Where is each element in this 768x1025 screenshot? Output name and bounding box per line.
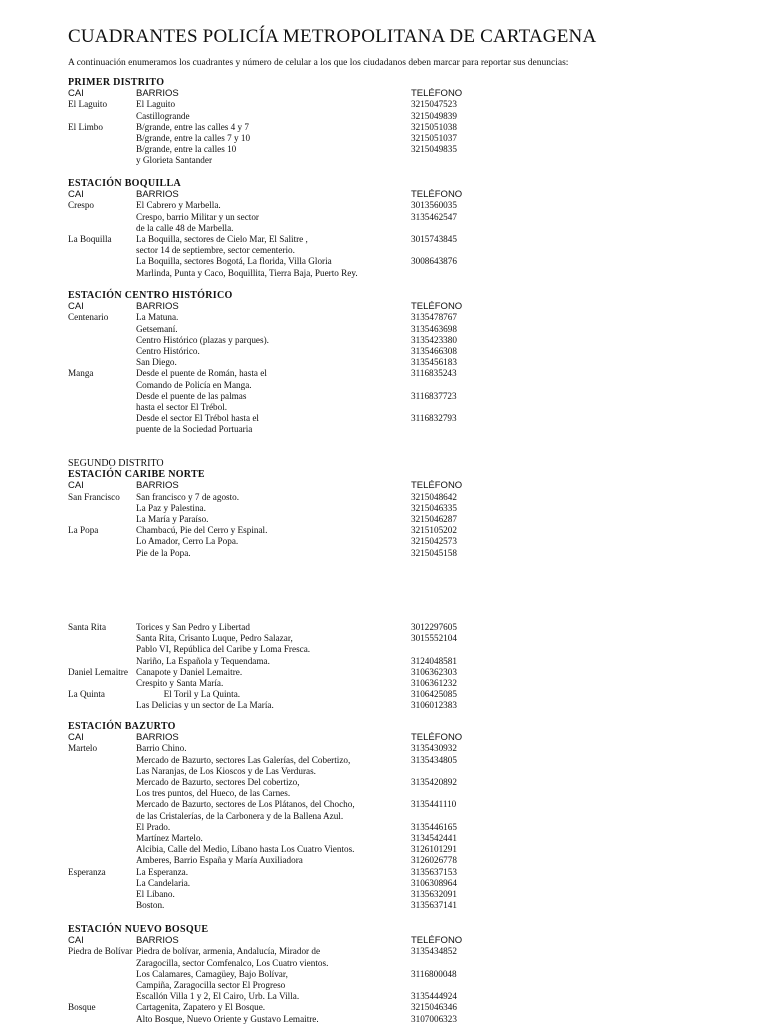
cai-cell — [68, 380, 136, 391]
table-row — [68, 111, 498, 122]
table-row — [68, 844, 498, 855]
barrio-cell: Los tres puntos, del Hueco, de las Carnes. — [136, 788, 291, 799]
barrio-cell: La Boquilla, sectores Bogotá, La florida, Villa Gloria — [136, 256, 332, 267]
telefono-cell: 3116800048 — [411, 968, 457, 979]
telefono-cell — [411, 644, 471, 655]
telefono-cell: 3106361232 — [411, 678, 457, 689]
table-row — [68, 811, 498, 822]
table-row — [68, 958, 498, 969]
barrio-cell: Piedra de bolívar, armenia, Andalucía, Mirador de — [136, 946, 321, 957]
telefono-cell: 3135420892 — [411, 777, 457, 788]
cai-cell — [68, 889, 136, 900]
barrio-cell: Lo Amador, Cerro La Popa. — [136, 536, 239, 547]
cai-cell — [68, 111, 136, 122]
table-row — [68, 822, 498, 833]
cai-cell — [68, 335, 136, 346]
telefono-cell — [411, 402, 471, 413]
table-row — [68, 900, 498, 911]
barrio-cell: La Paz y Palestina. — [136, 502, 206, 513]
barrio-cell: Martínez Martelo. — [136, 833, 203, 844]
telefono-cell — [411, 268, 471, 279]
table-row — [68, 380, 498, 391]
telefono-cell: 3107006323 — [411, 1013, 457, 1024]
barrio-cell: La Matuna. — [136, 312, 179, 323]
barrio-cell: B/grande, entre las calles 4 y 7 — [136, 121, 250, 132]
telefono-cell: 3135444924 — [411, 991, 457, 1002]
table-row — [68, 799, 498, 810]
telefono-cell — [411, 788, 471, 799]
barrio-cell: La Boquilla, sectores de Cielo Mar, El Salitre , — [136, 234, 308, 245]
column-header-cai: CAI — [68, 189, 84, 201]
telefono-cell: 3215046287 — [411, 514, 457, 525]
column-header-barrios: BARRIOS — [136, 480, 179, 492]
table-row — [68, 223, 498, 234]
column-header-telefono: TELÉFONO — [411, 189, 463, 201]
cai-cell — [68, 324, 136, 335]
barrio-cell: Cartagenita, Zapatero y El Bosque. — [136, 1002, 266, 1013]
barrio-cell: hasta el sector El Trébol. — [136, 402, 228, 413]
column-header-cai: CAI — [68, 301, 84, 313]
cai-cell — [68, 811, 136, 822]
barrio-cell: San Diego. — [136, 357, 177, 368]
cai-cell: La Boquilla — [68, 234, 112, 245]
telefono-cell: 3116837723 — [411, 390, 457, 401]
table-row — [68, 424, 498, 435]
barrio-cell: puente de la Sociedad Portuaria — [136, 424, 253, 435]
cai-cell — [68, 133, 136, 144]
barrio-cell: y Glorieta Santander — [136, 155, 213, 166]
telefono-cell: 3135446165 — [411, 821, 457, 832]
section-block — [68, 721, 498, 911]
telefono-cell — [411, 766, 471, 777]
table-row — [68, 878, 498, 889]
barrio-cell: Marlinda, Punta y Caco, Boquillita, Tierra Baja, Puerto Rey. — [136, 267, 358, 278]
table-row — [68, 946, 498, 957]
section-block — [68, 178, 498, 279]
barrio-cell: Desde el puente de las palmas — [136, 390, 247, 401]
barrio-cell: Comando de Policía en Manga. — [136, 379, 252, 390]
cai-cell — [68, 991, 136, 1002]
district-label: SEGUNDO DISTRITO — [68, 458, 164, 469]
telefono-cell: 3106362303 — [411, 666, 457, 677]
cai-cell — [68, 357, 136, 368]
telefono-cell: 3135441110 — [411, 799, 457, 810]
table-row — [68, 644, 498, 655]
telefono-cell: 3135430932 — [411, 743, 457, 754]
barrio-cell: Canapote y Daniel Lemaitre. — [136, 666, 243, 677]
barrio-cell: Centro Histórico. — [136, 346, 200, 357]
barrio-cell: Centro Histórico (plazas y parques). — [136, 334, 269, 345]
table-row — [68, 867, 498, 878]
column-header-barrios: BARRIOS — [136, 935, 179, 947]
table-row — [68, 743, 498, 754]
table-row — [68, 503, 498, 514]
telefono-cell — [411, 155, 471, 166]
telefono-cell: 3135462547 — [411, 211, 457, 222]
cai-cell: San Francisco — [68, 491, 120, 502]
barrio-cell: El Cabrero y Marbella. — [136, 200, 221, 211]
cai-cell — [68, 1014, 136, 1025]
cai-cell — [68, 413, 136, 424]
cai-cell: El Limbo — [68, 121, 103, 132]
cai-cell — [68, 256, 136, 267]
table-row — [68, 256, 498, 267]
column-header-row — [68, 88, 498, 99]
cai-cell: Piedra de Bolívar — [68, 946, 133, 957]
telefono-cell: 3012297605 — [411, 622, 457, 632]
cai-cell — [68, 245, 136, 256]
telefono-cell: 3106308964 — [411, 877, 457, 888]
table-row — [68, 514, 498, 525]
cai-cell: La Popa — [68, 525, 99, 536]
barrio-cell: San francisco y 7 de agosto. — [136, 491, 240, 502]
table-row — [68, 678, 498, 689]
cai-cell — [68, 503, 136, 514]
cai-cell — [68, 212, 136, 223]
column-header-cai: CAI — [68, 480, 84, 492]
barrio-cell: Alcibia, Calle del Medio, Líbano hasta Los Cuatro Vientos. — [136, 844, 355, 855]
barrio-cell: El Laguito — [136, 99, 176, 110]
barrio-cell: B/grande, entre la calles 10 — [136, 144, 237, 155]
cai-cell — [68, 402, 136, 413]
barrio-cell: de las Cristalerías, de la Carbonera y de la Ballena Azul. — [136, 810, 344, 821]
table-row — [68, 689, 498, 700]
telefono-cell — [411, 223, 471, 234]
barrio-cell: Torices y San Pedro y Libertad — [136, 622, 250, 632]
telefono-cell: 3106425085 — [411, 689, 457, 700]
telefono-cell: 3135456183 — [411, 357, 457, 368]
barrio-cell: Los Calamares, Camagüey, Bajo Bolívar, — [136, 968, 288, 979]
barrio-cell: La Candelaria. — [136, 877, 191, 888]
section-title: PRIMER DISTRITO — [68, 77, 165, 88]
column-header-row — [68, 732, 498, 743]
cai-cell: Martelo — [68, 743, 98, 754]
table-row — [68, 200, 498, 211]
column-header-barrios: BARRIOS — [136, 88, 179, 100]
table-row — [68, 99, 498, 110]
cai-cell: La Quinta — [68, 689, 105, 700]
cai-cell — [68, 844, 136, 855]
cai-cell — [68, 223, 136, 234]
cai-cell — [68, 855, 136, 866]
intro-text: A continuación enumeramos los cuadrantes y número de celular a los que los ciudadanos deben marcar para reportar sus denuncias: — [68, 58, 569, 68]
table-row — [68, 155, 498, 166]
table-row — [68, 312, 498, 323]
telefono-cell — [411, 958, 471, 969]
barrio-cell: sector 14 de septiembre, sector cementerio. — [136, 245, 295, 256]
table-row — [68, 122, 498, 133]
cai-cell — [68, 755, 136, 766]
table-row — [68, 413, 498, 424]
table-row — [68, 268, 498, 279]
table-row — [68, 144, 498, 155]
barrio-cell: B/grande, entre la calles 7 y 10 — [136, 133, 251, 144]
telefono-cell: 3135478767 — [411, 312, 457, 323]
telefono-cell: 3126026778 — [411, 855, 457, 866]
table-row — [68, 536, 498, 547]
telefono-cell: 3135463698 — [411, 323, 457, 334]
telefono-cell: 3215105202 — [411, 525, 457, 536]
telefono-cell: 3135637153 — [411, 866, 457, 877]
table-row — [68, 766, 498, 777]
telefono-cell: 3215045158 — [411, 547, 457, 558]
table-row — [68, 548, 498, 559]
barrio-cell: El Líbano. — [136, 889, 175, 900]
barrio-cell: Mercado de Bazurto, sectores Las Galerías, del Cobertizo, — [136, 754, 351, 765]
telefono-cell: 3106012383 — [411, 700, 457, 711]
barrio-cell: Castillogrande — [136, 110, 190, 121]
cai-cell — [68, 633, 136, 644]
table-row — [68, 700, 498, 711]
barrio-cell: Alto Bosque, Nuevo Oriente y Gustavo Lemaitre. — [136, 1013, 319, 1024]
cai-cell — [68, 822, 136, 833]
cai-cell — [68, 268, 136, 279]
column-header-telefono: TELÉFONO — [411, 480, 463, 492]
telefono-cell: 3215048642 — [411, 491, 457, 502]
cai-cell: Esperanza — [68, 866, 106, 877]
section-block — [68, 290, 498, 436]
table-row — [68, 1002, 498, 1013]
cai-cell — [68, 980, 136, 991]
table-row — [68, 855, 498, 866]
telefono-cell: 3124048581 — [411, 655, 457, 666]
barrio-cell: Pablo VI, República del Caribe y Loma Fresca. — [136, 644, 311, 655]
table-row — [68, 335, 498, 346]
barrio-cell: Campiña, Zaragocilla sector El Progreso — [136, 980, 286, 991]
section-block — [68, 924, 498, 1025]
barrio-cell: Mercado de Bazurto, sectores Del cobertizo, — [136, 777, 300, 788]
cai-cell: Santa Rita — [68, 622, 107, 632]
telefono-cell: 3215049839 — [411, 110, 457, 121]
telefono-cell: 3215051037 — [411, 133, 457, 144]
telefono-cell: 3215046346 — [411, 1002, 457, 1013]
telefono-cell: 3215046335 — [411, 502, 457, 513]
section-title: ESTACIÓN BOQUILLA — [68, 178, 181, 189]
barrio-cell: Mercado de Bazurto, sectores de Los Plátanos, del Chocho, — [136, 799, 355, 810]
table-row — [68, 633, 498, 644]
cai-cell — [68, 424, 136, 435]
table-row — [68, 245, 498, 256]
column-header-telefono: TELÉFONO — [411, 935, 463, 947]
table-row — [68, 133, 498, 144]
table-row — [68, 788, 498, 799]
table-row — [68, 234, 498, 245]
column-header-cai: CAI — [68, 935, 84, 947]
table-row — [68, 969, 498, 980]
cai-cell — [68, 958, 136, 969]
column-header-cai: CAI — [68, 88, 84, 100]
section-title: ESTACIÓN NUEVO BOSQUE — [68, 924, 209, 935]
barrio-cell: El Toril y La Quinta. — [136, 689, 241, 700]
cai-cell — [68, 678, 136, 689]
telefono-cell: 3215042573 — [411, 536, 457, 547]
barrio-cell: Chambacú, Pie del Cerro y Espinal. — [136, 525, 268, 536]
column-header-telefono: TELÉFONO — [411, 301, 463, 313]
column-header-telefono: TELÉFONO — [411, 88, 463, 100]
cai-cell — [68, 346, 136, 357]
telefono-cell: 3116832793 — [411, 413, 457, 424]
cai-cell — [68, 644, 136, 655]
cai-cell: El Laguito — [68, 99, 108, 110]
table-row — [68, 324, 498, 335]
telefono-cell: 3135423380 — [411, 334, 457, 345]
column-header-row — [68, 189, 498, 200]
barrio-cell: La María y Paraíso. — [136, 514, 209, 525]
telefono-cell: 3013560035 — [411, 200, 457, 211]
table-row — [68, 492, 498, 503]
telefono-cell — [411, 245, 471, 256]
table-row — [68, 889, 498, 900]
table-row — [68, 357, 498, 368]
barrio-cell: de la calle 48 de Marbella. — [136, 222, 234, 233]
table-row — [68, 656, 498, 667]
table-row — [68, 991, 498, 1002]
barrio-cell: Crespito y Santa María. — [136, 678, 224, 689]
telefono-cell: 3015743845 — [411, 234, 457, 245]
table-row — [68, 212, 498, 223]
telefono-cell: 3126101291 — [411, 844, 457, 855]
table-row — [68, 833, 498, 844]
table-row — [68, 667, 498, 678]
column-header-row — [68, 480, 498, 491]
column-header-barrios: BARRIOS — [136, 189, 179, 201]
cai-cell — [68, 833, 136, 844]
telefono-cell: 3116835243 — [411, 368, 457, 379]
cai-cell — [68, 766, 136, 777]
section-title: ESTACIÓN CENTRO HISTÓRICO — [68, 290, 233, 301]
telefono-cell: 3135434852 — [411, 946, 457, 957]
telefono-cell: 3215047523 — [411, 99, 457, 110]
column-header-cai: CAI — [68, 732, 84, 744]
telefono-cell: 3015552104 — [411, 633, 457, 644]
cai-cell — [68, 777, 136, 788]
cai-cell — [68, 656, 136, 667]
barrio-cell: La Esperanza. — [136, 866, 189, 877]
cai-cell — [68, 536, 136, 547]
cai-cell — [68, 391, 136, 402]
telefono-cell: 3135637141 — [411, 900, 457, 911]
table-row — [68, 525, 498, 536]
telefono-cell — [411, 811, 471, 822]
barrio-cell: Santa Rita, Crisanto Luque, Pedro Salazar, — [136, 633, 293, 644]
cai-cell: Manga — [68, 368, 94, 379]
barrio-cell: Las Delicias y un sector de La María. — [136, 700, 274, 711]
cai-cell — [68, 799, 136, 810]
table-row — [68, 346, 498, 357]
table-row — [68, 980, 498, 991]
cai-cell: Bosque — [68, 1002, 96, 1013]
cai-cell — [68, 900, 136, 911]
cai-cell — [68, 878, 136, 889]
telefono-cell — [411, 980, 471, 991]
table-row — [68, 402, 498, 413]
table-row — [68, 755, 498, 766]
telefono-cell: 3215051038 — [411, 121, 457, 132]
cai-cell — [68, 144, 136, 155]
barrio-cell: Escallón Villa 1 y 2, El Cairo, Urb. La Villa. — [136, 991, 300, 1002]
section-title: ESTACIÓN BAZURTO — [68, 721, 176, 732]
barrio-cell: Pie de la Popa. — [136, 547, 191, 558]
cai-cell — [68, 514, 136, 525]
barrio-cell: El Prado. — [136, 821, 171, 832]
cai-cell: Daniel Lemaitre — [68, 666, 128, 677]
page-title: CUADRANTES POLICÍA METROPOLITANA DE CARTAGENA — [68, 26, 597, 47]
cai-cell: Crespo — [68, 200, 95, 211]
table-row — [68, 368, 498, 379]
column-header-row — [68, 301, 498, 312]
column-header-row — [68, 935, 498, 946]
cai-cell: Centenario — [68, 312, 109, 323]
telefono-cell: 3135434805 — [411, 754, 457, 765]
section-block — [68, 77, 498, 167]
barrio-cell: Desde el puente de Román, hasta el — [136, 368, 267, 379]
barrio-cell: Amberes, Barrio España y María Auxiliadora — [136, 855, 303, 866]
column-header-barrios: BARRIOS — [136, 301, 179, 313]
telefono-cell: 3135466308 — [411, 346, 457, 357]
telefono-cell: 3215049835 — [411, 144, 457, 155]
barrio-cell: Desde el sector El Trébol hasta el — [136, 413, 259, 424]
column-header-telefono: TELÉFONO — [411, 732, 463, 744]
telefono-cell: 3008643876 — [411, 256, 457, 267]
barrio-cell: Crespo, barrio Militar y un sector — [136, 211, 259, 222]
barrio-cell: Las Naranjas, de Los Kioscos y de Las Verduras. — [136, 765, 316, 776]
barrio-cell: Boston. — [136, 900, 165, 911]
barrio-cell: Zaragocilla, sector Comfenalco, Los Cuatro vientos. — [136, 957, 329, 968]
section-block — [68, 622, 498, 712]
cai-cell — [68, 548, 136, 559]
cai-cell — [68, 969, 136, 980]
section-title: ESTACIÓN CARIBE NORTE — [68, 469, 205, 481]
telefono-cell — [411, 424, 471, 435]
cai-cell — [68, 155, 136, 166]
cai-cell — [68, 788, 136, 799]
barrio-cell: Barrio Chino. — [136, 743, 187, 754]
table-row — [68, 777, 498, 788]
barrio-cell: Getsemaní. — [136, 323, 178, 334]
telefono-cell — [411, 380, 471, 391]
cai-cell — [68, 700, 136, 711]
section-block — [68, 458, 498, 559]
table-row — [68, 622, 498, 633]
column-header-barrios: BARRIOS — [136, 732, 179, 744]
table-row — [68, 1014, 498, 1025]
telefono-cell: 3135632091 — [411, 889, 457, 900]
barrio-cell: Nariño, La Española y Tequendama. — [136, 655, 270, 666]
table-row — [68, 391, 498, 402]
telefono-cell: 3134542441 — [411, 833, 457, 844]
